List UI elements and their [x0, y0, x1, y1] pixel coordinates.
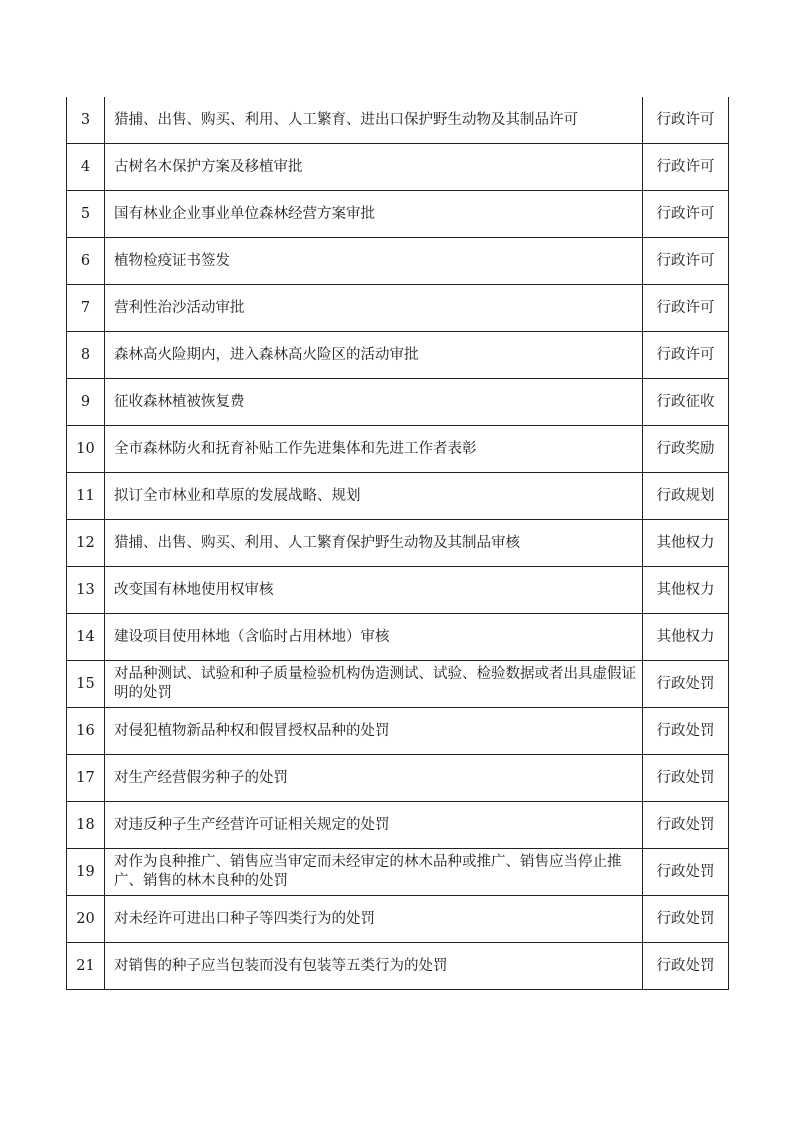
power-type: 其他权力 — [643, 614, 729, 661]
table-row — [67, 97, 729, 144]
table-row — [67, 567, 729, 614]
power-type: 行政许可 — [643, 238, 729, 285]
table-row — [67, 708, 729, 755]
power-type: 其他权力 — [643, 567, 729, 614]
table-row — [67, 520, 729, 567]
power-type: 行政奖励 — [643, 426, 729, 473]
row-number: 16 — [67, 708, 105, 755]
row-number: 21 — [67, 943, 105, 990]
item-name: 对未经许可进出口种子等四类行为的处罚 — [105, 896, 643, 943]
row-number: 8 — [67, 332, 105, 379]
table-row — [67, 379, 729, 426]
table-row — [67, 144, 729, 191]
power-type: 行政许可 — [643, 332, 729, 379]
item-name: 建设项目使用林地（含临时占用林地）审核 — [105, 614, 643, 661]
power-list-table — [66, 97, 729, 990]
row-number: 19 — [67, 849, 105, 896]
power-type: 行政处罚 — [643, 802, 729, 849]
row-number: 17 — [67, 755, 105, 802]
power-type: 行政处罚 — [643, 708, 729, 755]
table-row — [67, 285, 729, 332]
power-type: 行政许可 — [643, 144, 729, 191]
table-body — [67, 97, 729, 990]
power-type: 行政处罚 — [643, 849, 729, 896]
power-type: 行政处罚 — [643, 661, 729, 708]
item-name: 对作为良种推广、销售应当审定而未经审定的林木品种或推广、销售应当停止推广、销售的林木良种的处罚 — [105, 849, 643, 896]
item-name: 对侵犯植物新品种权和假冒授权品种的处罚 — [105, 708, 643, 755]
item-name: 猎捕、出售、购买、利用、人工繁育保护野生动物及其制品审核 — [105, 520, 643, 567]
table-row — [67, 802, 729, 849]
row-number: 18 — [67, 802, 105, 849]
power-type: 行政规划 — [643, 473, 729, 520]
table-row — [67, 238, 729, 285]
row-number: 15 — [67, 661, 105, 708]
power-type: 行政处罚 — [643, 755, 729, 802]
row-number: 6 — [67, 238, 105, 285]
item-name: 国有林业企业事业单位森林经营方案审批 — [105, 191, 643, 238]
table-row — [67, 896, 729, 943]
item-name: 猎捕、出售、购买、利用、人工繁育、进出口保护野生动物及其制品许可 — [105, 97, 643, 144]
item-name: 对违反种子生产经营许可证相关规定的处罚 — [105, 802, 643, 849]
item-name: 营利性治沙活动审批 — [105, 285, 643, 332]
row-number: 12 — [67, 520, 105, 567]
power-type: 其他权力 — [643, 520, 729, 567]
row-number: 11 — [67, 473, 105, 520]
item-name: 植物检疫证书签发 — [105, 238, 643, 285]
table-row — [67, 614, 729, 661]
item-name: 对销售的种子应当包装而没有包装等五类行为的处罚 — [105, 943, 643, 990]
item-name: 拟订全市林业和草原的发展战略、规划 — [105, 473, 643, 520]
item-name: 森林高火险期内，进入森林高火险区的活动审批 — [105, 332, 643, 379]
row-number: 4 — [67, 144, 105, 191]
power-type: 行政许可 — [643, 285, 729, 332]
power-type: 行政处罚 — [643, 943, 729, 990]
row-number: 20 — [67, 896, 105, 943]
row-number: 14 — [67, 614, 105, 661]
table-row — [67, 849, 729, 896]
item-name: 对生产经营假劣种子的处罚 — [105, 755, 643, 802]
row-number: 5 — [67, 191, 105, 238]
row-number: 10 — [67, 426, 105, 473]
table-row — [67, 661, 729, 708]
item-name: 征收森林植被恢复费 — [105, 379, 643, 426]
row-number: 7 — [67, 285, 105, 332]
power-type: 行政许可 — [643, 191, 729, 238]
table-row — [67, 426, 729, 473]
row-number: 13 — [67, 567, 105, 614]
item-name: 全市森林防火和抚育补贴工作先进集体和先进工作者表彰 — [105, 426, 643, 473]
power-type: 行政许可 — [643, 97, 729, 144]
power-type: 行政处罚 — [643, 896, 729, 943]
table-row — [67, 191, 729, 238]
table-row — [67, 473, 729, 520]
power-type: 行政征收 — [643, 379, 729, 426]
row-number: 9 — [67, 379, 105, 426]
table-row — [67, 755, 729, 802]
table-row — [67, 332, 729, 379]
row-number: 3 — [67, 97, 105, 144]
table-row — [67, 943, 729, 990]
item-name: 改变国有林地使用权审核 — [105, 567, 643, 614]
item-name: 古树名木保护方案及移植审批 — [105, 144, 643, 191]
item-name: 对品种测试、试验和种子质量检验机构伪造测试、试验、检验数据或者出具虚假证明的处罚 — [105, 661, 643, 708]
